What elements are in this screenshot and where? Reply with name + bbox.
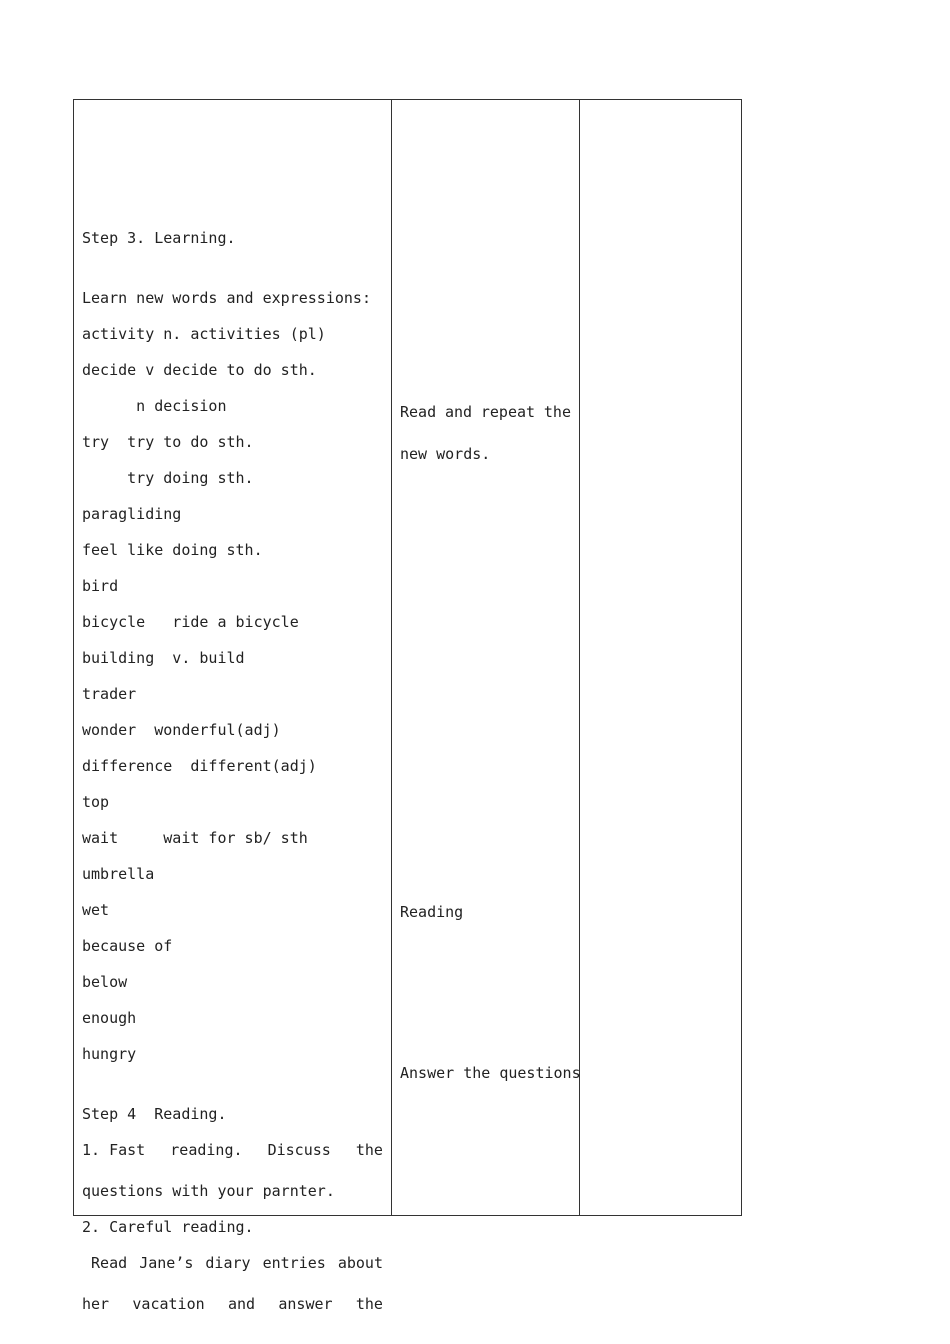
step3-heading: Step 3. Learning. — [82, 229, 236, 247]
word: her — [82, 1295, 110, 1313]
word: entries — [262, 1254, 326, 1272]
word: reading. — [170, 1141, 243, 1159]
word: the — [355, 1295, 383, 1313]
word: vacation — [132, 1295, 205, 1313]
vocab-item: umbrella — [82, 865, 155, 883]
word: the — [543, 403, 571, 421]
word: Discuss — [267, 1141, 331, 1159]
vocab-item: n decision — [82, 397, 227, 415]
vocab-item: difference different(adj) — [82, 757, 317, 775]
repeat-words-line — [400, 403, 571, 421]
diary-line — [82, 1254, 383, 1272]
vocab-intro: Learn new words and expressions: — [82, 289, 371, 307]
vocab-item: feel like doing sth. — [82, 541, 263, 559]
vocab-item: building v. build — [82, 649, 245, 667]
vocab-item: enough — [82, 1009, 137, 1027]
teaching-content-column — [74, 100, 392, 1313]
word: Read — [400, 403, 437, 421]
vocab-item: try doing sth. — [82, 469, 254, 487]
word: about — [337, 1254, 383, 1272]
notes-column — [580, 100, 741, 1215]
word: diary — [205, 1254, 251, 1272]
vocab-item: bird — [82, 577, 119, 595]
vocab-item: decide v decide to do sth. — [82, 361, 317, 379]
word: Read — [82, 1254, 128, 1272]
word: repeat — [480, 403, 536, 421]
vocab-item: bicycle ride a bicycle — [82, 613, 299, 631]
reading-activity: Reading — [400, 903, 464, 921]
vocab-item: below — [82, 973, 128, 991]
answer-activity: Answer the questions — [400, 1064, 581, 1082]
vocab-item: wait wait for sb/ sth — [82, 829, 308, 847]
vocab-item: wet — [82, 901, 110, 919]
vocab-item: try try to do sth. — [82, 433, 254, 451]
vocab-item: trader — [82, 685, 137, 703]
word: the — [355, 1141, 383, 1159]
student-activity-column — [392, 100, 580, 1215]
word: and — [227, 1295, 256, 1313]
vocab-item: hungry — [82, 1045, 137, 1063]
lesson-plan-table — [73, 99, 742, 1313]
vocab-item: because of — [82, 937, 173, 955]
step4-heading: Step 4 Reading. — [82, 1105, 227, 1123]
repeat-words-line-2: new words. — [400, 445, 491, 463]
word: and — [444, 403, 473, 421]
word: answer — [278, 1295, 333, 1313]
vocab-item: activity n. activities (pl) — [82, 325, 326, 343]
fast-reading-line-2: questions with your parnter. — [82, 1182, 335, 1200]
vocab-item: paragliding — [82, 505, 182, 523]
vocab-item: top — [82, 793, 110, 811]
word: 1. Fast — [82, 1141, 146, 1159]
word: Jane’s — [139, 1254, 194, 1272]
vacation-line — [82, 1295, 383, 1313]
fast-reading-line — [82, 1141, 383, 1159]
vocab-item: wonder wonderful(adj) — [82, 721, 281, 739]
careful-reading: 2. Careful reading. — [82, 1218, 254, 1236]
